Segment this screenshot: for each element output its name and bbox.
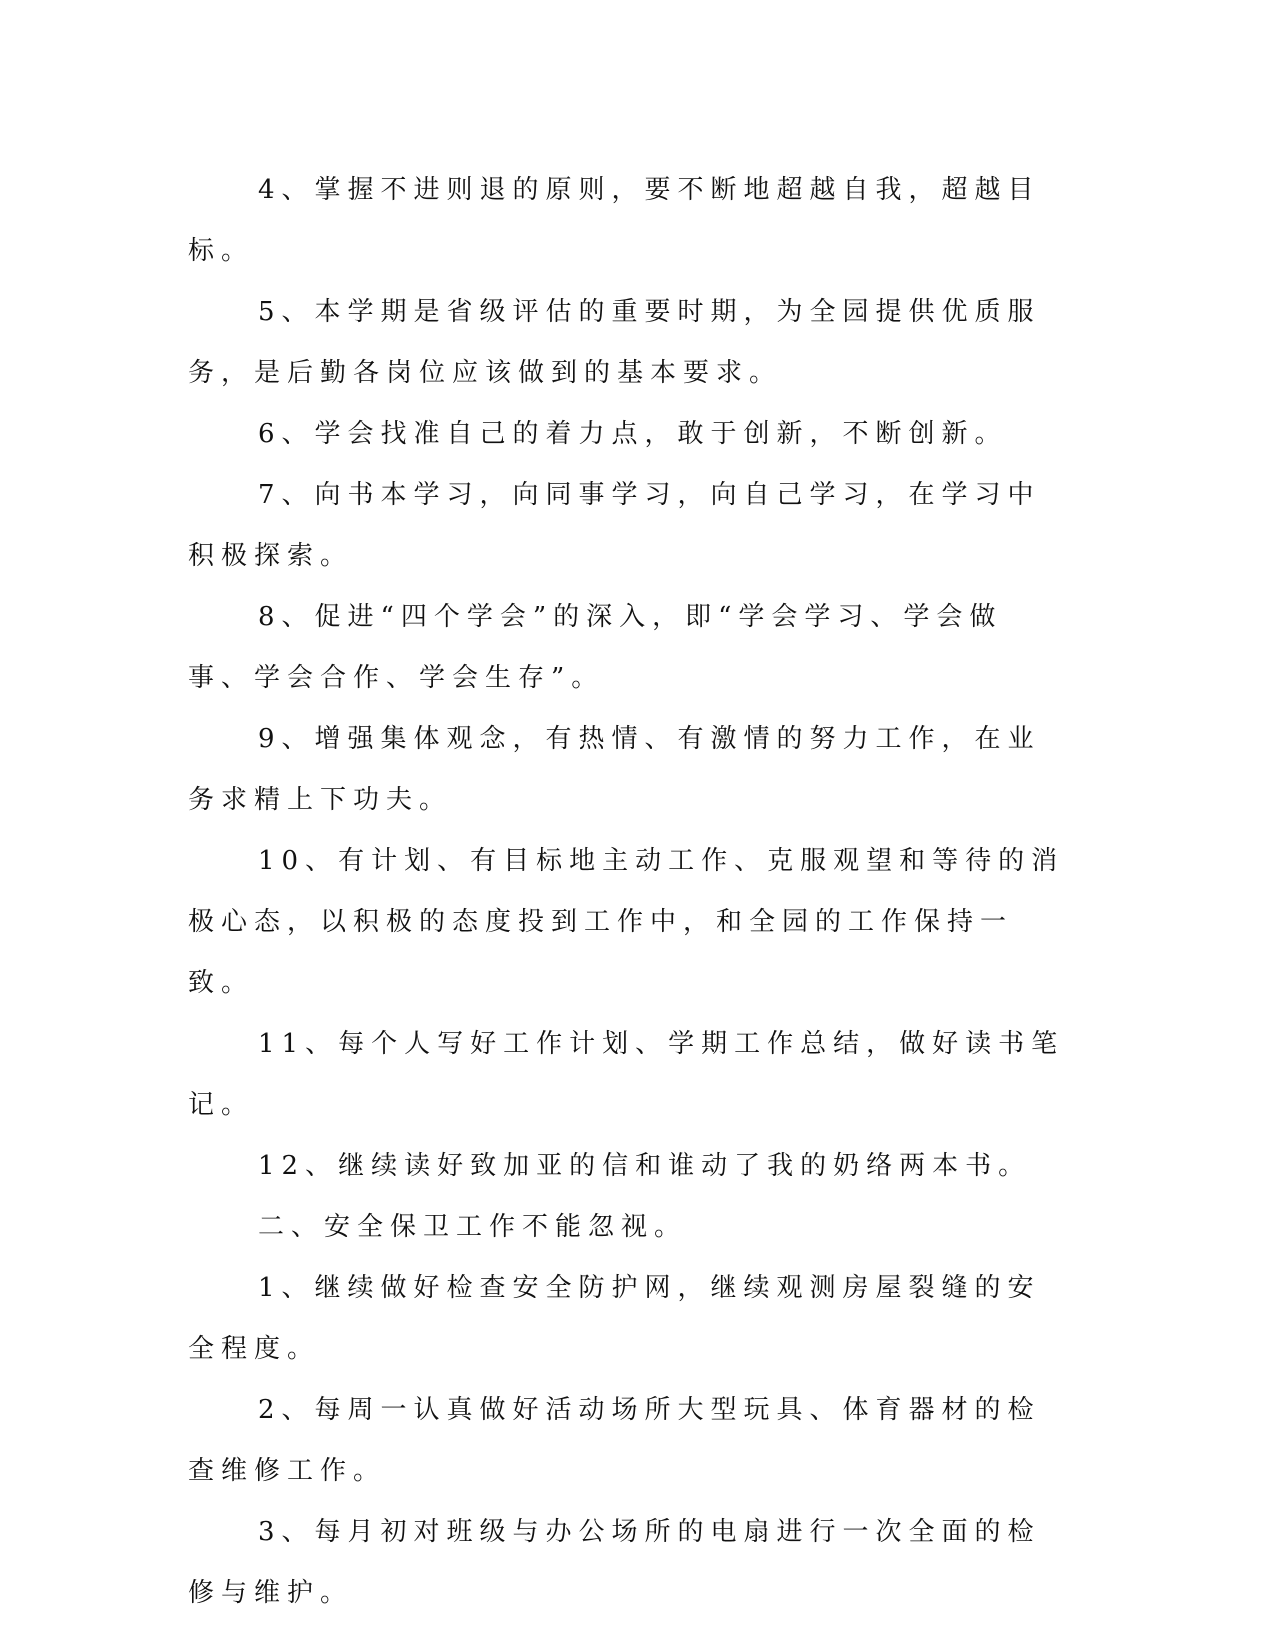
paragraph-item-4: 4、掌握不进则退的原则，要不断地超越自我，超越目标。	[188, 175, 1041, 266]
paragraph-item-6: 6、学会找准自己的着力点，敢于创新，不断创新。	[258, 419, 1008, 449]
paragraph-item-8: 8、促进“四个学会”的深入，即“学会学习、学会做事、学会合作、学会生存”。	[188, 602, 1003, 693]
paragraph-item-11: 11、每个人写好工作计划、学期工作总结，做好读书笔记。	[188, 1029, 1065, 1120]
paragraph-item-9: 9、增强集体观念，有热情、有激情的努力工作，在业务求精上下功夫。	[188, 724, 1041, 815]
safety-item-3: 3、每月初对班级与办公场所的电扇进行一次全面的检修与维护。	[188, 1517, 1041, 1608]
safety-item-2: 2、每周一认真做好活动场所大型玩具、体育器材的检查维修工作。	[188, 1395, 1041, 1486]
paragraph-item-12: 12、继续读好致加亚的信和谁动了我的奶络两本书。	[258, 1151, 1032, 1181]
safety-item-1: 1、继续做好检查安全防护网，继续观测房屋裂缝的安全程度。	[188, 1273, 1041, 1364]
paragraph-item-7: 7、向书本学习，向同事学习，向自己学习，在学习中积极探索。	[188, 480, 1041, 571]
document-body	[188, 160, 1068, 1624]
paragraph-item-5: 5、本学期是省级评估的重要时期，为全园提供优质服务，是后勤各岗位应该做到的基本要求。	[188, 297, 1041, 388]
section-heading-safety: 二、安全保卫工作不能忽视。	[258, 1212, 688, 1242]
paragraph-item-10: 10、有计划、有目标地主动工作、克服观望和等待的消极心态，以积极的态度投到工作中，和全园的工作保持一致。	[188, 846, 1065, 998]
